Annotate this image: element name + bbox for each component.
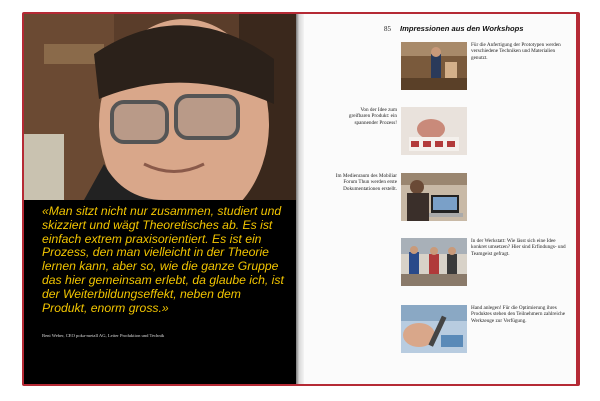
caption-idea-to-product: Von der Idee zum greifbaren Produkt: ein spannender Prozess! (348, 107, 397, 126)
caption-workshop: In der Werkstatt: Wie lässt sich eine Idee konkret umsetzen? Hier sind Erfindungs- und Teamgeist gefragt. (471, 238, 566, 257)
page-number: 85 (384, 25, 391, 33)
workshop-photo-laptop (401, 173, 467, 221)
workshop-photo-hands (401, 107, 467, 155)
workshop-photo-tools (401, 305, 467, 353)
quote-attribution: Beni Weber, CEO poka-metall AG, Leiter Produktion und Technik (42, 333, 165, 338)
workshop-photo-prototypes (401, 42, 467, 90)
caption-media-room: Im Medienraum des Mobiliar Forum Thun werden erste Dokumentationen erstellt. (335, 173, 397, 192)
caption-prototypes: Für die Anfertigung der Prototypen werden verschiedene Techniken und Materialien genutzt. (471, 42, 561, 61)
page-title: Impressionen aus den Workshops (400, 24, 524, 33)
caption-tools: Hand anlegen! Für die Optimierung ihres Produktes stehen den Teilnehmern zahlreiche Werkzeuge zur Verfügung. (471, 305, 566, 324)
book-gutter (296, 14, 304, 384)
workshop-photo-workshop (401, 238, 467, 286)
left-page (24, 14, 296, 384)
portrait-photo (24, 14, 296, 200)
pull-quote: «Man sitzt nicht nur zusammen, studiert und skizziert und wägt Theoretisches ab. Es ist einfach extrem praxisorientiert. Es ist ein Prozess, den man vielleicht in der Theorie lernen kann, aber so, wie die ganze Gruppe das hier gemeinsam erlebt, da glaube ich, ist der Weiterbildungseffekt, neben dem Produkt, enorm gross.» (42, 204, 284, 315)
